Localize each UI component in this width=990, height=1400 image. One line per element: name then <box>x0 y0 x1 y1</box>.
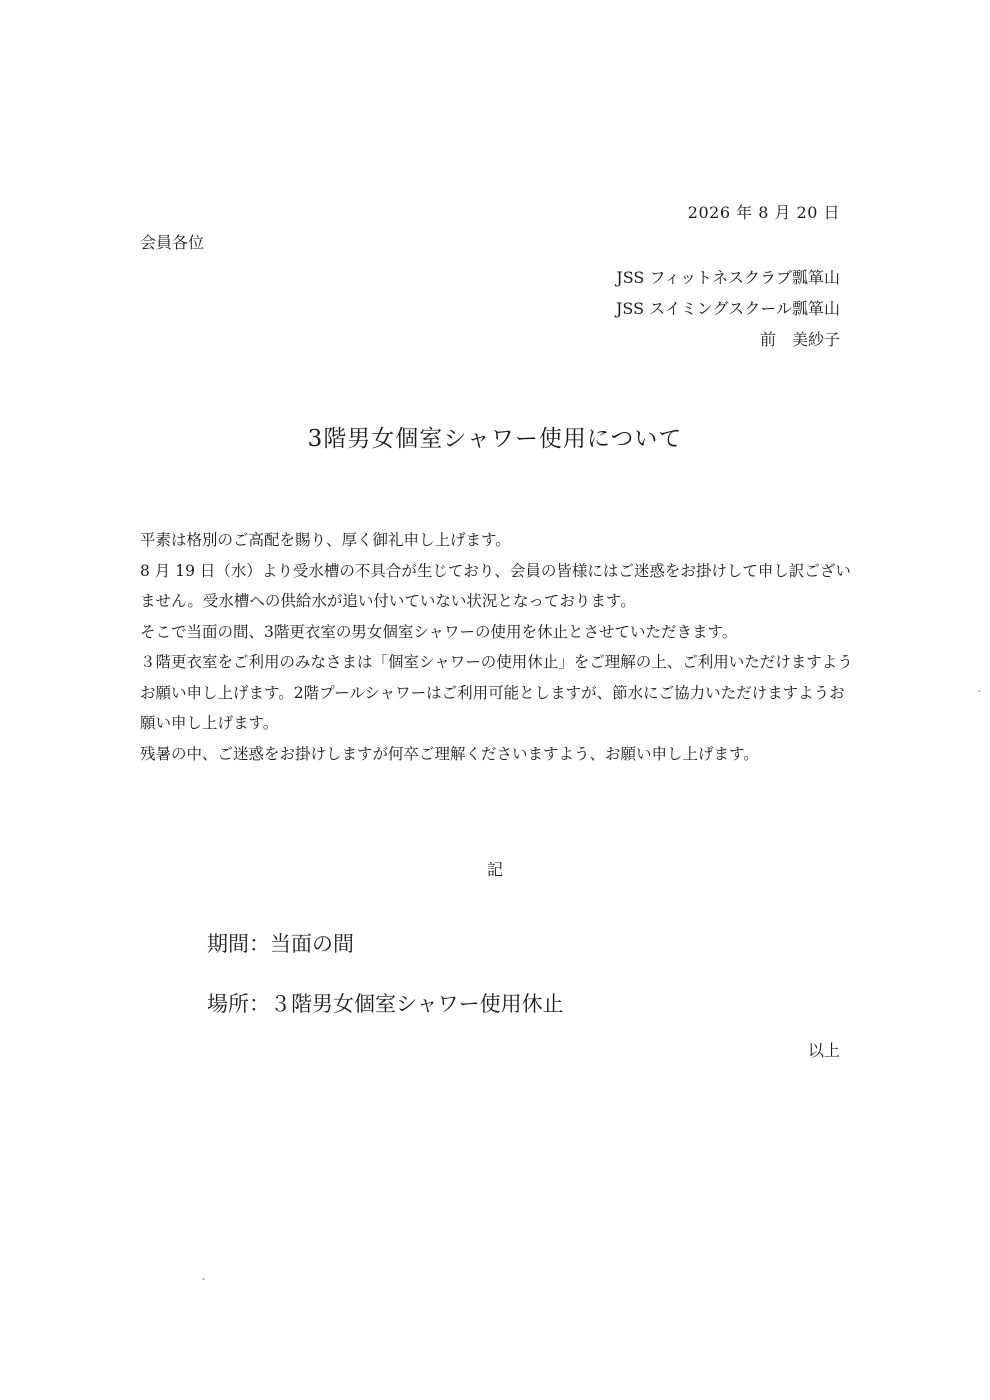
body-paragraph: ３階更衣室をご利用のみなさまは「個室シャワーの使用休止」をご理解の上、ご利用いただけますようお願い申し上げます。2階プールシャワーはご利用可能としますが、節水にご協力いただけますようお願い申し上げます。 <box>140 653 853 732</box>
scan-speck <box>978 690 981 692</box>
document-title: 3階男女個室シャワー使用について <box>307 426 683 452</box>
sender-block <box>616 262 840 355</box>
detail-place: 場所：３階男女個室シャワー使用休止 <box>207 992 564 1016</box>
body-paragraph: 8 月 19 日（水）より受水槽の不具合が生じており、会員の皆様にはご迷惑をお掛けして申し訳ございません。受水槽への供給水が追い付いていない状況となっております。 <box>140 561 851 610</box>
body-text <box>140 525 855 769</box>
scan-speck <box>202 1278 205 1280</box>
document-date: 2026 年 8 月 20 日 <box>687 203 840 222</box>
body-paragraph: 残暑の中、ご迷惑をお掛けしますが何卒ご理解くださいますよう、お願い申し上げます。 <box>140 744 759 763</box>
detail-period: 期間：当面の間 <box>207 932 354 956</box>
closing-mark: 以上 <box>807 1041 840 1060</box>
sender-name: 前 美紗子 <box>759 330 840 349</box>
body-paragraph: 平素は格別のご高配を賜り、厚く御礼申し上げます。 <box>140 531 511 549</box>
sender-fitness-club: JSS フィットネスクラブ瓢箪山 <box>616 268 840 287</box>
addressee: 会員各位 <box>140 233 205 252</box>
notice-mark: 記 <box>486 860 503 879</box>
sender-swimming-school: JSS スイミングスクール瓢箪山 <box>615 299 840 318</box>
body-paragraph: そこで当面の間、3階更衣室の男女個室シャワーの使用を休止とさせていただきます。 <box>140 622 738 641</box>
